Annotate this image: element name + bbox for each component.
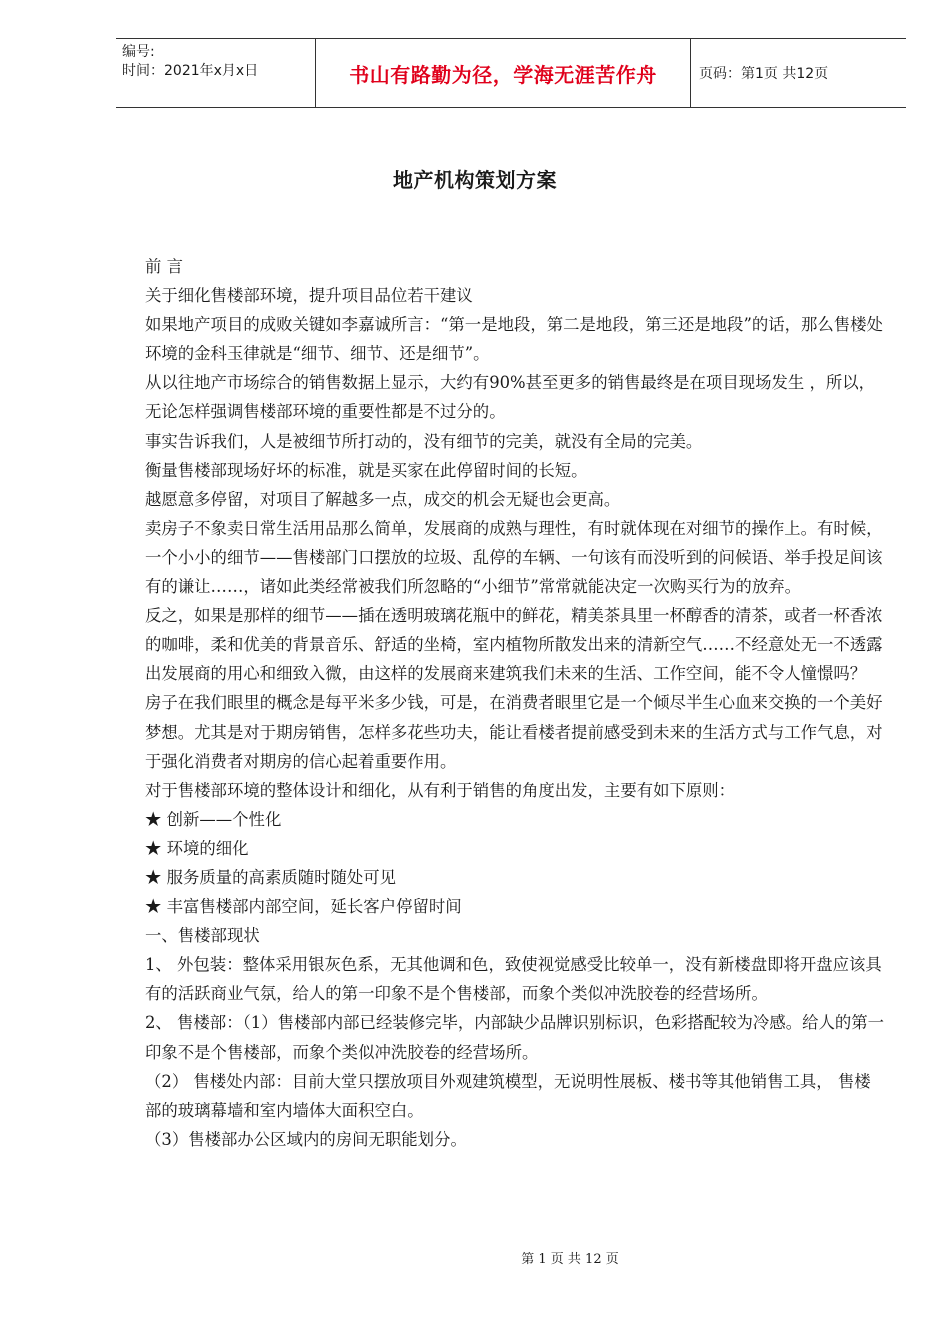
paragraph: 卖房子不象卖日常生活用品那么简单，发展商的成熟与理性，有时就体现在对细节的操作上。有时候，一个小小的细节——售楼部门口摆放的垃圾、乱停的车辆、一句该有而没听到的问候语、举手投足间该有的谦让……，诸如此类经常被我们所忽略的“小细节”常常就能决定一次购买行为的放弃。: [145, 518, 883, 597]
paragraph: 从以往地产市场综合的销售数据上显示，大约有90%甚至更多的销售最终是在项目现场发生 ，所以，无论怎样强调售楼部环境的重要性都是不过分的。: [145, 373, 876, 422]
document-body: [145, 252, 885, 1154]
paragraph: 衡量售楼部现场好坏的标准，就是买家在此停留时间的长短。: [145, 460, 588, 480]
paragraph: 房子在我们眼里的概念是每平米多少钱，可是，在消费者眼里它是一个倾尽半生心血来交换的一个美好梦想。尤其是对于期房销售，怎样多花些功夫，能让看楼者提前感受到未来的生活方式与工作气息，对于强化消费者对期房的信心起着重要作用。: [145, 693, 883, 771]
header-meta: [116, 39, 315, 107]
paragraph: 对于售楼部环境的整体设计和细化，从有利于销售的角度出发，主要有如下原则：: [145, 780, 736, 800]
header-motto: 书山有路勤为径，学海无涯苦作舟: [315, 39, 691, 107]
time-label: 时间：2021年x月x日: [122, 63, 259, 79]
page-header: [116, 38, 906, 108]
paragraph: 事实告诉我们，人是被细节所打动的，没有细节的完美，就没有全局的完美。: [145, 431, 703, 451]
serial-label: 编号:: [122, 44, 155, 60]
bullet-item: ★ 创新——个性化: [145, 809, 282, 829]
page-footer: 第 1 页 共 12 页: [521, 1252, 619, 1267]
paragraph: 如果地产项目的成败关键如李嘉诚所言：“第一是地段，第二是地段，第三还是地段”的话，那么售楼处环境的金科玉律就是“细节、细节、还是细节”。: [145, 315, 883, 364]
document-title: 地产机构策划方案: [393, 168, 557, 192]
paragraph: 前 言: [145, 257, 183, 276]
bullet-item: ★ 丰富售楼部内部空间，延长客户停留时间: [145, 897, 462, 917]
paragraph: （3）售楼部办公区域内的房间无职能划分。: [145, 1129, 467, 1149]
bullet-item: ★ 环境的细化: [145, 838, 249, 858]
paragraph: 1、 外包装：整体采用银灰色系，无其他调和色，致使视觉感受比较单一，没有新楼盘即将开盘应该具有的活跃商业气氛，给人的第一印象不是个售楼部，而象个类似冲洗胶卷的经营场所。: [145, 955, 882, 1004]
paragraph: 反之，如果是那样的细节——插在透明玻璃花瓶中的鲜花，精美茶具里一杯醇香的清茶，或者一杯香浓的咖啡，柔和优美的背景音乐、舒适的坐椅，室内植物所散发出来的清新空气……不经意处无一不透露出发展商的用心和细致入微，由这样的发展商来建筑我们未来的生活、工作空间，能不令人憧憬吗？: [145, 606, 883, 684]
paragraph: 关于细化售楼部环境，提升项目品位若干建议: [145, 286, 473, 306]
paragraph: 2、 售楼部：（1）售楼部内部已经装修完毕，内部缺少品牌识别标识，色彩搭配较为冷感。给人的第一印象不是个售楼部，而象个类似冲洗胶卷的经营场所。: [145, 1013, 885, 1062]
paragraph: （2） 售楼处内部：目前大堂只摆放项目外观建筑模型，无说明性展板、楼书等其他销售工具， 售楼部的玻璃幕墙和室内墙体大面积空白。: [145, 1071, 871, 1120]
section-heading: 一、售楼部现状: [145, 926, 260, 946]
bullet-item: ★ 服务质量的高素质随时随处可见: [145, 867, 397, 887]
header-page-info: 页码：第1页 共12页: [699, 66, 829, 82]
paragraph: 越愿意多停留，对项目了解越多一点，成交的机会无疑也会更高。: [145, 489, 621, 509]
